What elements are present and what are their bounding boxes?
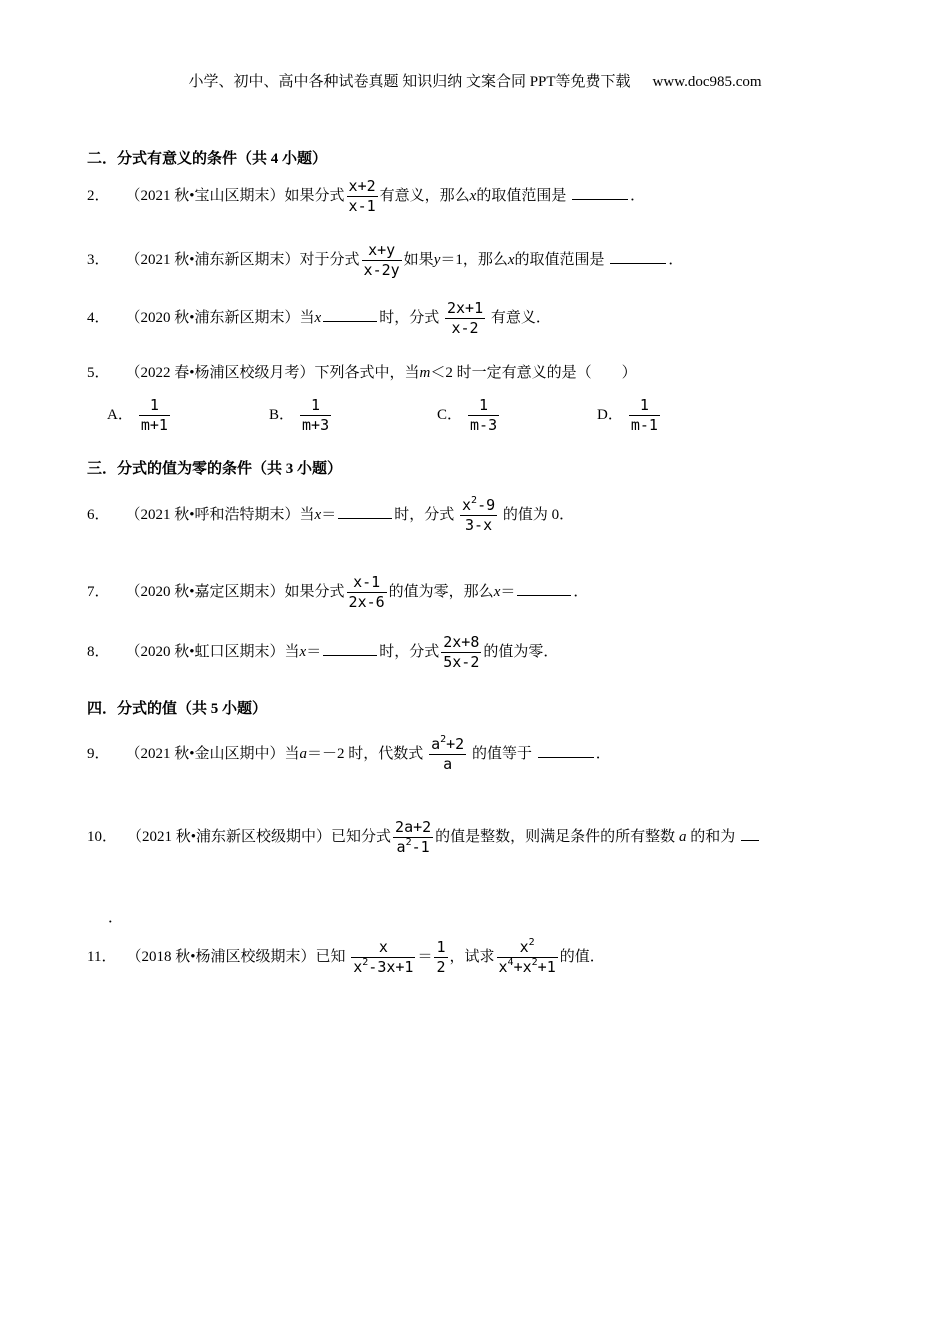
option-d[interactable]: D． $\frac{1}{m-1}$ (597, 396, 658, 434)
question-7: 7． （2020 秋•嘉定区期末）如果分式 $\frac{x-1}{2x-6}$ 的值为零，那么x＝ ． (87, 573, 589, 611)
page-header (0, 70, 950, 91)
fraction: $\frac{x^2}{x^4+x^2+1}$ (498, 937, 556, 976)
fraction: $\frac{1}{m+3}$ (302, 396, 330, 434)
fraction: $\frac{2x+8}{5x-2}$ (443, 633, 480, 671)
answer-blank[interactable] (572, 185, 628, 200)
fraction: $\frac{1}{m-1}$ (630, 396, 658, 434)
answer-blank[interactable] (610, 249, 666, 264)
answer-blank[interactable] (741, 826, 759, 841)
fraction: $\frac{2a+2}{a^2-1}$ (395, 818, 432, 856)
question-5: 5． （2022 春•杨浦区校级月考）下列各式中，当m＜2 时一定有意义的是（ ） (87, 365, 637, 381)
answer-blank[interactable] (538, 743, 594, 758)
fraction: $\frac{x^2-9}{3-x}$ (462, 495, 496, 534)
fraction: $\frac{1}{m+1}$ (140, 396, 168, 434)
fraction: $\frac{2x+1}{x-2}$ (446, 299, 484, 337)
header-text: 小学、初中、高中各种试卷真题 知识归纳 文案合同 PPT等免费下载 (188, 74, 631, 90)
fraction: $\frac{x}{x^2-3x+1}$ (353, 938, 414, 976)
question-2: 2． （2021 秋•宝山区期末）如果分式 $\frac{x+2}{x-1}$ 有意义，那么x的取值范围是 ． (87, 177, 646, 215)
question-11: 11． （2018 秋•杨浦区校级期末）已知 $\frac{x}{x^2-3x+1}$ ＝ $\frac{1}{2}$ ，试求 $\frac{x^2}{x^4+x^2+1}$ 的值． (87, 937, 605, 976)
question-8: 8． （2020 秋•虹口区期末）当x＝ 时，分式 $\frac{2x+8}{5x-2}$ 的值为零． (87, 633, 559, 671)
question-3: 3． （2021 秋•浦东新区期末）对于分式 $\frac{x+y}{x-2y}$ 如果y＝1，那么x的取值范围是 ． (87, 241, 684, 279)
section-title-4: 四．分式的值（共 5 小题） (87, 701, 268, 717)
fraction: $\frac{a^2+2}{a}$ (431, 734, 465, 773)
fraction: $\frac{x+y}{x-2y}$ (363, 241, 400, 279)
answer-blank[interactable] (323, 641, 377, 656)
question-4: 4． （2020 秋•浦东新区期末）当x 时，分式 $\frac{2x+1}{x-2}$ 有意义． (87, 299, 551, 337)
fraction: $\frac{1}{m-3}$ (470, 396, 498, 434)
answer-blank[interactable] (323, 307, 377, 322)
section-title-3: 三．分式的值为零的条件（共 3 小题） (87, 461, 343, 477)
section-title-2: 二．分式有意义的条件（共 4 小题） (87, 151, 328, 167)
option-a[interactable]: A． $\frac{1}{m+1}$ (107, 396, 168, 434)
question-10-end: ． (108, 910, 124, 926)
question-10: 10． （2021 秋•浦东新区校级期中）已知分式 $\frac{2a+2}{a^2-1}$ 的值是整数，则满足条件的所有整数 a 的和为 (87, 818, 761, 857)
answer-blank[interactable] (517, 581, 571, 596)
header-site[interactable]: www.doc985.com (652, 74, 762, 90)
fraction: $\frac{1}{2}$ (436, 938, 446, 976)
option-c[interactable]: C． $\frac{1}{m-3}$ (437, 396, 498, 434)
fraction: $\frac{x+2}{x-1}$ (348, 177, 376, 215)
question-9: 9． （2021 秋•金山区期中）当a＝－2 时，代数式 $\frac{a^2+2}{a}$ 的值等于 ． (87, 734, 611, 773)
fraction: $\frac{x-1}{2x-6}$ (348, 573, 385, 611)
answer-blank[interactable] (338, 504, 392, 519)
option-b[interactable]: B． $\frac{1}{m+3}$ (269, 396, 330, 434)
question-6: 6． （2021 秋•呼和浩特期末）当x＝ 时，分式 $\frac{x^2-9}{3-x}$ 的值为 0． (87, 495, 575, 534)
